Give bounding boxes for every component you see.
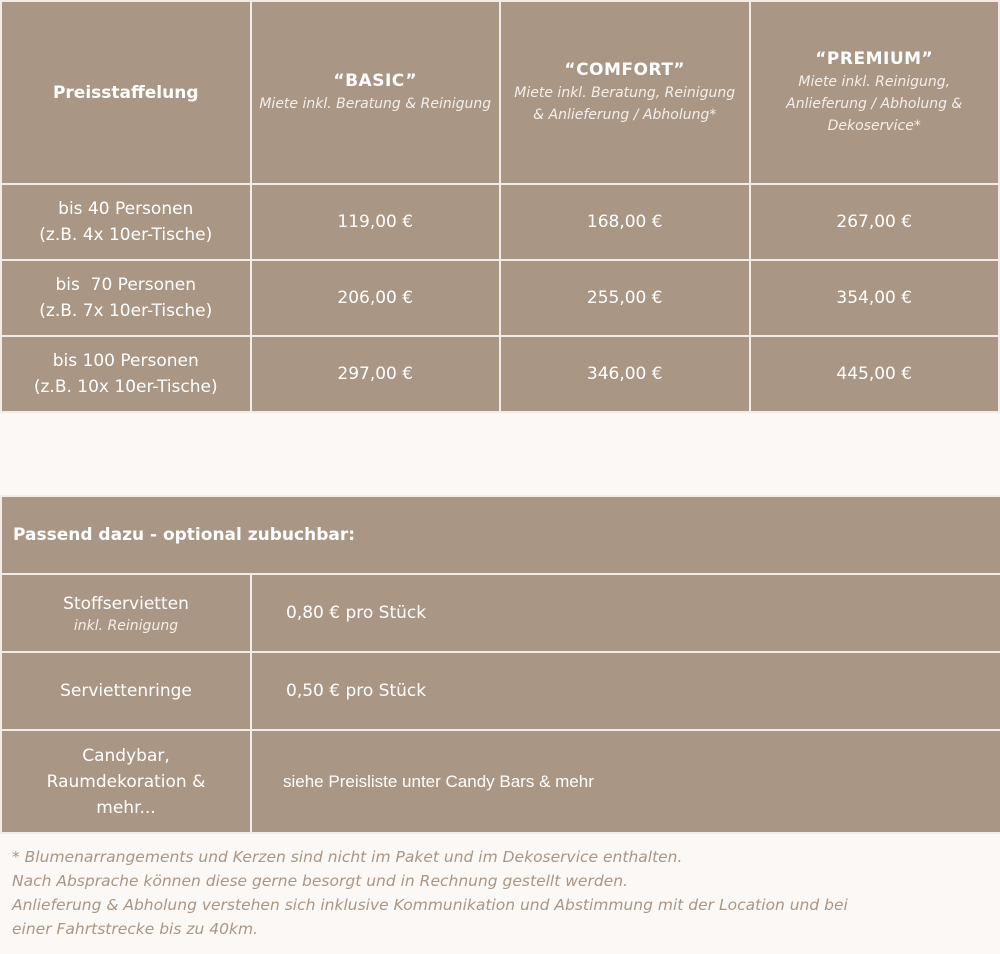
price-table [0, 0, 1000, 413]
extra-item-label-cell [1, 730, 251, 833]
persons-cell [1, 184, 251, 260]
price-cell-comfort: 346,00 € [500, 336, 750, 412]
extras-title: Passend dazu - optional zubuchbar: [1, 496, 1000, 574]
footnote-line: Anlieferung & Abholung verstehen sich inklusive Kommunikation und Abstimmung mit der Location und bei [12, 896, 848, 914]
tables-hint: (z.B. 7x 10er-Tische) [39, 301, 213, 321]
package-description: Miete inkl. Beratung, Reinigung & Anlieferung / Abholung* [514, 84, 736, 123]
package-basic-header [251, 1, 501, 184]
extra-item-label-cell [1, 574, 251, 652]
price-cell-premium: 445,00 € [750, 336, 1000, 412]
extra-item-label-line: mehr... [96, 797, 156, 818]
persons-cell [1, 260, 251, 336]
price-row [1, 184, 999, 260]
footnote [12, 845, 987, 941]
package-description: Miete inkl. Reinigung, Anlieferung / Abholung & Dekoservice* [786, 73, 963, 134]
package-name: “COMFORT” [564, 59, 686, 80]
extra-item-label: Serviettenringe [1, 652, 251, 730]
extras-row [1, 652, 1000, 730]
extras-row [1, 574, 1000, 652]
package-description: Miete inkl. Beratung & Reinigung [259, 95, 492, 112]
extras-row [1, 730, 1000, 833]
tables-hint: (z.B. 10x 10er-Tische) [33, 377, 218, 397]
price-row [1, 260, 999, 336]
package-comfort-header [500, 1, 750, 184]
price-table-header-row [1, 1, 999, 184]
extra-item-sublabel: inkl. Reinigung [73, 618, 179, 634]
price-cell-basic: 297,00 € [251, 336, 501, 412]
persons-label: bis 100 Personen [52, 351, 199, 371]
footnote-line: einer Fahrtstrecke bis zu 40km. [12, 920, 258, 938]
price-cell-basic: 119,00 € [251, 184, 501, 260]
footnote-line: * Blumenarrangements und Kerzen sind nicht im Paket und im Dekoservice enthalten. [12, 848, 683, 866]
price-cell-basic: 206,00 € [251, 260, 501, 336]
tables-hint: (z.B. 4x 10er-Tische) [39, 225, 213, 245]
extra-item-label-line: Raumdekoration & [46, 771, 206, 792]
persons-label: bis 70 Personen [55, 275, 197, 295]
extra-item-price: 0,50 € pro Stück [251, 652, 1000, 730]
persons-label: bis 40 Personen [58, 199, 194, 219]
price-cell-comfort: 255,00 € [500, 260, 750, 336]
extra-item-price: 0,80 € pro Stück [251, 574, 1000, 652]
extra-item-label-line: Candybar, [82, 745, 170, 766]
package-premium-header [750, 1, 1000, 184]
price-cell-premium: 354,00 € [750, 260, 1000, 336]
price-cell-comfort: 168,00 € [500, 184, 750, 260]
persons-cell [1, 336, 251, 412]
footnote-line: Nach Absprache können diese gerne besorgt und in Rechnung gestellt werden. [12, 872, 628, 890]
extras-title-row [1, 496, 1000, 574]
price-table-corner-heading: Preisstaffelung [1, 1, 251, 184]
extra-item-label: Stoffservietten [63, 594, 189, 614]
extras-table [0, 495, 1000, 834]
price-row [1, 336, 999, 412]
extra-item-price-reference: siehe Preisliste unter Candy Bars & mehr [251, 730, 1000, 833]
package-name: “BASIC” [333, 70, 418, 91]
package-name: “PREMIUM” [815, 48, 934, 69]
price-cell-premium: 267,00 € [750, 184, 1000, 260]
